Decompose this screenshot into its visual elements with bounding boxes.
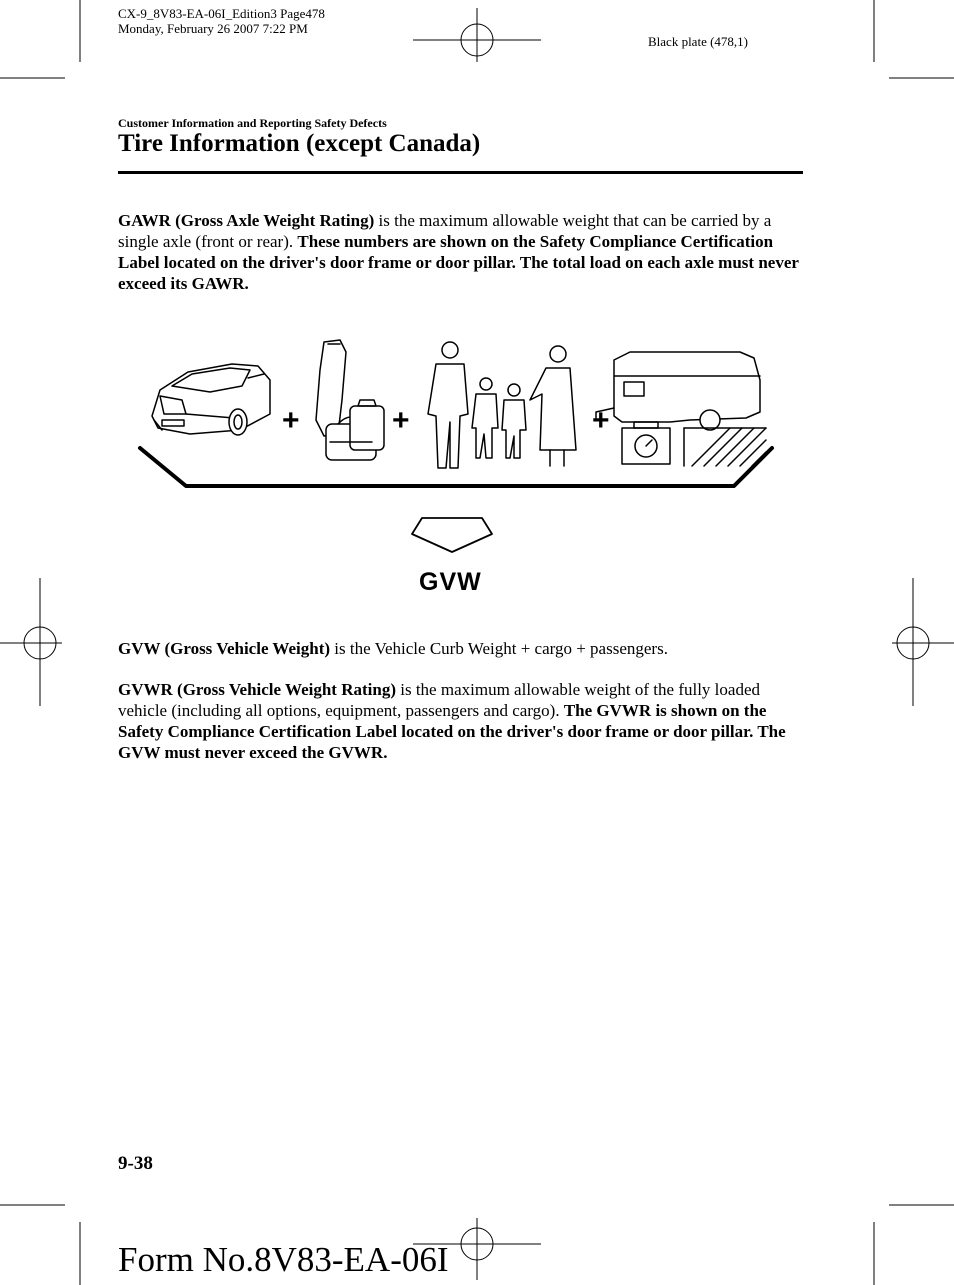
luggage-icon (316, 340, 384, 460)
gvw-illustration (130, 330, 790, 560)
gawr-paragraph (118, 210, 804, 294)
gvwr-bold-text: The GVWR is shown on the Safety Compliance Certification Label located on the driver's door frame or door pillar. The GVW must never exceed the GVWR. (118, 701, 786, 762)
gvw-label: GVW (419, 568, 482, 596)
print-info-line1: CX-9_8V83-EA-06I_Edition3 Page478 (118, 6, 325, 21)
gvw-term: GVW (Gross Vehicle Weight) (118, 639, 331, 658)
print-info-line2: Monday, February 26 2007 7:22 PM (118, 21, 308, 36)
gawr-term: GAWR (Gross Axle Weight Rating) (118, 211, 375, 230)
black-plate-label: Black plate (478,1) (648, 34, 748, 49)
car-icon (152, 364, 270, 435)
form-number: Form No.8V83-EA-06I (118, 1240, 449, 1279)
gvw-text: is the Vehicle Curb Weight + cargo + passengers. (330, 639, 668, 658)
ground-hatch (684, 428, 766, 466)
gawr-text: is the maximum allowable weight that can be carried by a single axle (front or rear). (118, 211, 772, 251)
down-arrow-icon (412, 518, 492, 552)
title-rule (118, 171, 803, 174)
gvwr-paragraph (118, 679, 788, 763)
trailer-icon (596, 352, 760, 430)
page-number: 9-38 (118, 1153, 153, 1174)
print-info (118, 6, 325, 36)
gawr-bold-text: These numbers are shown on the Safety Compliance Certification Label located on the driver's door frame or door pillar. The total load on each axle must never exceed its GAWR. (118, 232, 799, 293)
section-header: Customer Information and Reporting Safety Defects (118, 116, 387, 130)
gvw-paragraph (118, 638, 804, 659)
plus-sign-1: + (282, 404, 300, 437)
plus-sign-2: + (392, 404, 410, 437)
plus-sign-3: + (592, 404, 610, 437)
gvwr-term: GVWR (Gross Vehicle Weight Rating) (118, 680, 396, 699)
gvwr-text: is the maximum allowable weight of the fully loaded vehicle (including all options, equipment, passengers and cargo). (118, 680, 760, 720)
page-title: Tire Information (except Canada) (118, 130, 481, 157)
scale-icon (622, 422, 670, 464)
passengers-icon (428, 342, 576, 468)
